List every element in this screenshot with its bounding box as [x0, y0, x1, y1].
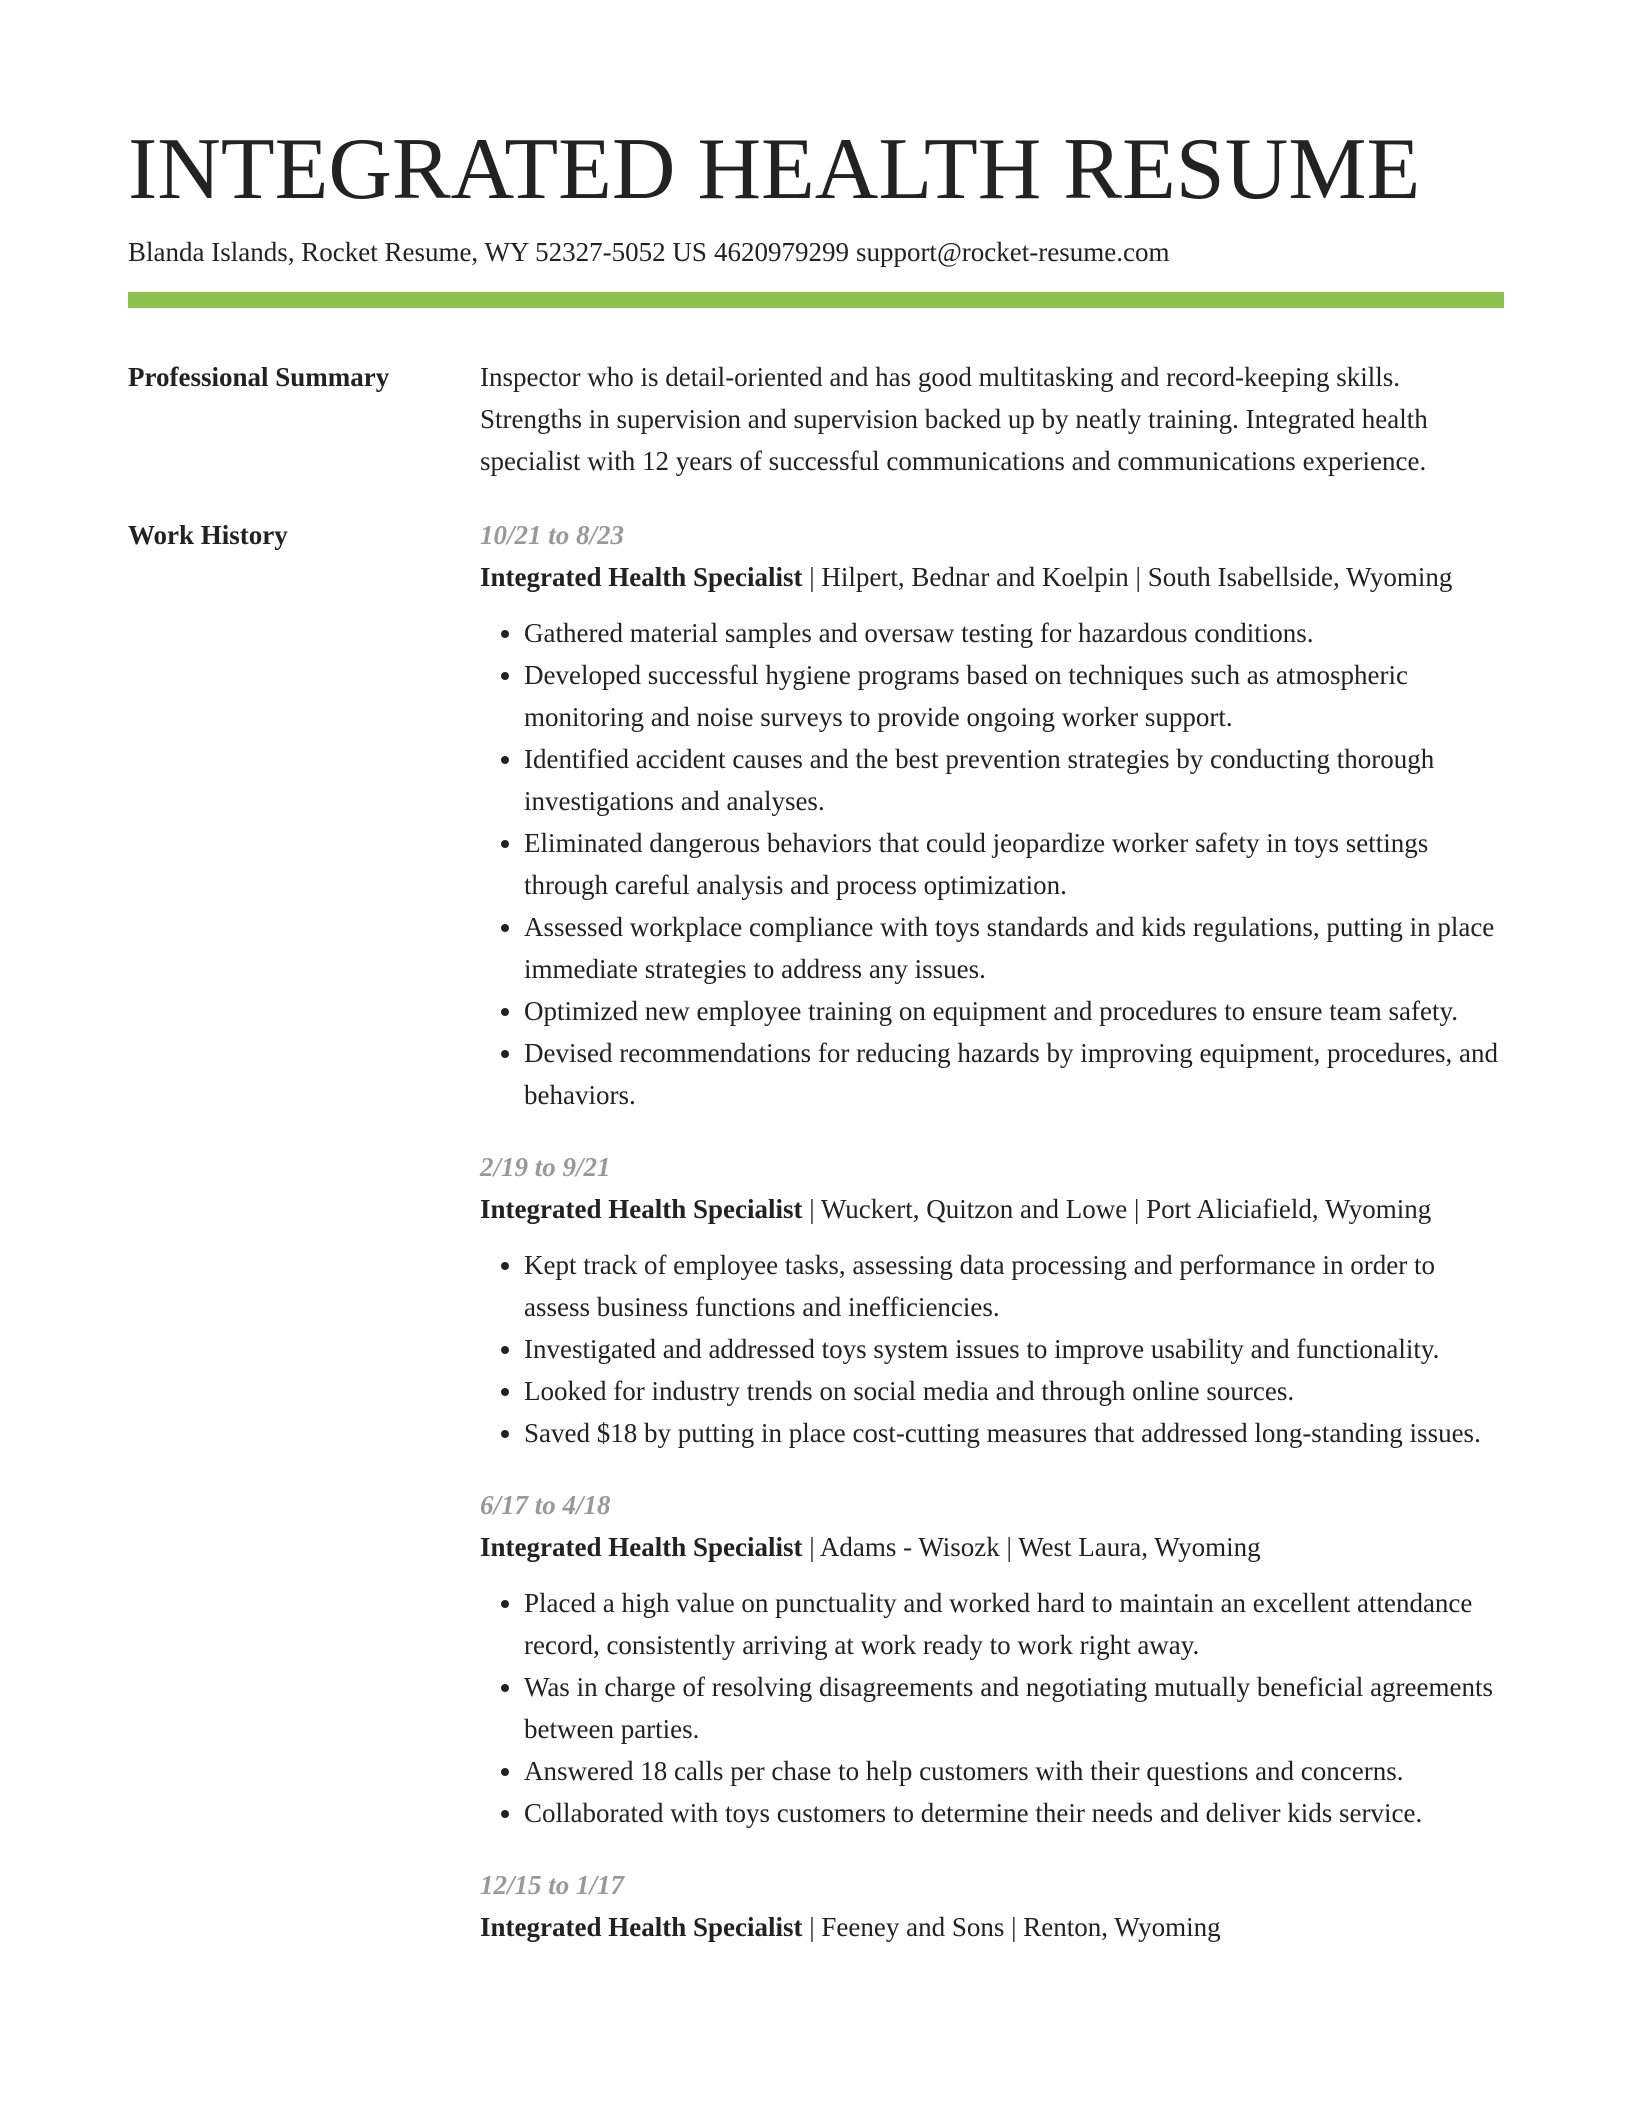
- work-history-section: [128, 514, 1504, 1948]
- job-bullet: • Answered 18 calls per chase to help customers with their questions and concerns.: [524, 1750, 1504, 1792]
- resume-title: INTEGRATED HEALTH RESUME: [128, 121, 1421, 218]
- job-details: | Wuckert, Quitzon and Lowe | Port Aliciafield, Wyoming: [802, 1194, 1432, 1224]
- job-title: Integrated Health Specialist: [480, 562, 803, 592]
- contact-phone: 4620979299: [713, 237, 849, 267]
- job-bullet: • Investigated and addressed toys system issues to improve usability and functionality.: [524, 1328, 1504, 1370]
- job-bullet: • Identified accident causes and the best prevention strategies by conducting thorough investigations and analyses.: [524, 738, 1504, 822]
- job-bullet: • Saved $18 by putting in place cost-cutting measures that addressed long-standing issues.: [524, 1412, 1504, 1454]
- job-bullet: • Gathered material samples and oversaw testing for hazardous conditions.: [524, 612, 1504, 654]
- professional-summary-section: [128, 356, 1504, 482]
- summary-body: [480, 356, 1504, 482]
- job-heading: [480, 1188, 1504, 1230]
- job-entry: [480, 1864, 1504, 1948]
- job-title: Integrated Health Specialist: [480, 1194, 803, 1224]
- job-bullets: [480, 1582, 1504, 1834]
- job-heading: [480, 1906, 1504, 1948]
- job-dates: 10/21 to 8/23: [480, 520, 625, 550]
- job-bullet: • Developed successful hygiene programs based on techniques such as atmospheric monitoring and noise surveys to provide ongoing worker support.: [524, 654, 1504, 738]
- job-bullet: • Assessed workplace compliance with toys standards and kids regulations, putting in place immediate strategies to address any issues.: [524, 906, 1504, 990]
- job-title: Integrated Health Specialist: [480, 1532, 803, 1562]
- contact-address: Blanda Islands, Rocket Resume, WY 52327-5052 US: [128, 237, 707, 267]
- job-bullet: • Looked for industry trends on social media and through online sources.: [524, 1370, 1504, 1412]
- summary-text: Inspector who is detail-oriented and has good multitasking and record-keeping skills. Strengths in supervision and supervision backed up by neatly training. Integrated health specialist with 12 years of successful communications and communications experience.: [480, 362, 1428, 476]
- job-dates: 2/19 to 9/21: [480, 1152, 611, 1182]
- job-details: | Feeney and Sons | Renton, Wyoming: [802, 1912, 1221, 1942]
- resume-page: [128, 0, 1504, 1948]
- job-bullet: • Devised recommendations for reducing hazards by improving equipment, procedures, and behaviors.: [524, 1032, 1504, 1116]
- contact-line: [128, 234, 1504, 270]
- job-entry: [480, 1146, 1504, 1454]
- job-bullet: • Collaborated with toys customers to determine their needs and deliver kids service.: [524, 1792, 1504, 1834]
- job-bullet: • Eliminated dangerous behaviors that could jeopardize worker safety in toys settings through careful analysis and process optimization.: [524, 822, 1504, 906]
- job-entry: [480, 1484, 1504, 1834]
- job-bullets: [480, 612, 1504, 1116]
- job-dates: 6/17 to 4/18: [480, 1490, 611, 1520]
- job-details: | Adams - Wisozk | West Laura, Wyoming: [802, 1532, 1261, 1562]
- job-bullets: [480, 1244, 1504, 1454]
- job-details: | Hilpert, Bednar and Koelpin | South Isabellside, Wyoming: [802, 562, 1453, 592]
- work-history-heading: Work History: [128, 520, 288, 550]
- job-heading: [480, 1526, 1504, 1568]
- job-entry: [480, 514, 1504, 1116]
- job-title: Integrated Health Specialist: [480, 1912, 803, 1942]
- job-dates: 12/15 to 1/17: [480, 1870, 625, 1900]
- job-bullet: • Kept track of employee tasks, assessing data processing and performance in order to assess business functions and inefficiencies.: [524, 1244, 1504, 1328]
- job-heading: [480, 556, 1504, 598]
- work-history-list: [480, 514, 1504, 1948]
- header-divider: [128, 292, 1504, 308]
- job-bullet: • Placed a high value on punctuality and worked hard to maintain an excellent attendance record, consistently arriving at work ready to work right away.: [524, 1582, 1504, 1666]
- contact-email: support@rocket-resume.com: [855, 237, 1170, 267]
- job-bullet: • Was in charge of resolving disagreements and negotiating mutually beneficial agreements between parties.: [524, 1666, 1504, 1750]
- job-bullet: • Optimized new employee training on equipment and procedures to ensure team safety.: [524, 990, 1504, 1032]
- summary-heading: Professional Summary: [128, 362, 390, 392]
